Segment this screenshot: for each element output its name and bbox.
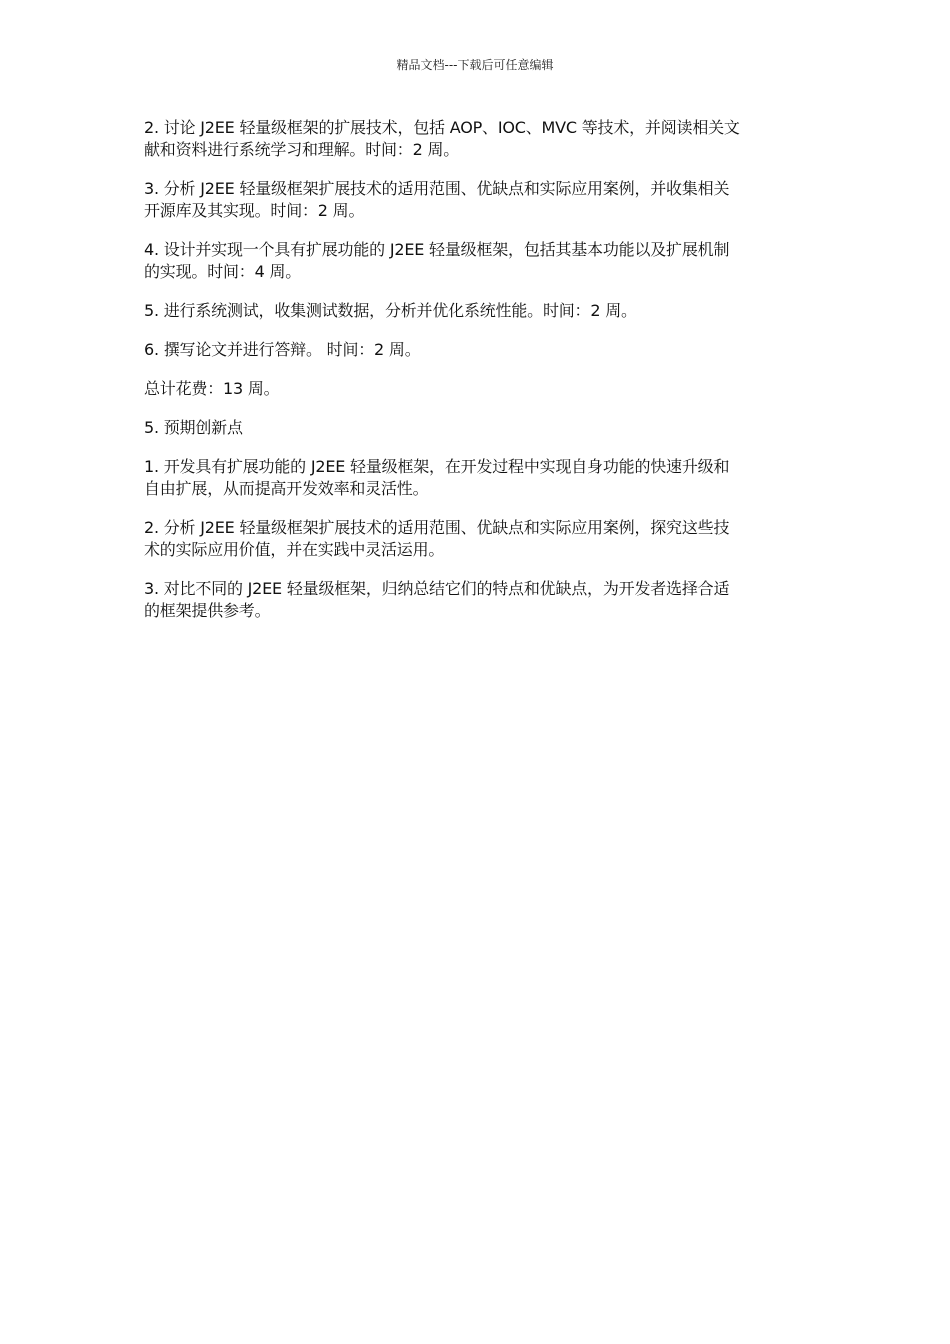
task-item-4: 4. 设计并实现一个具有扩展功能的 J2EE 轻量级框架，包括其基本功能以及扩展机制 的实现。时间：4 周。 <box>144 240 730 281</box>
task-item-2: 2. 讨论 J2EE 轻量级框架的扩展技术，包括 AOP、IOC、MVC 等技术，并阅读相关文 献和资料进行系统学习和理解。时间：2 周。 <box>144 118 740 159</box>
innovation-item-2: 2. 分析 J2EE 轻量级框架扩展技术的适用范围、优缺点和实际应用案例，探究这些技 术的实际应用价值，并在实践中灵活运用。 <box>144 518 730 559</box>
task-item-3: 3. 分析 J2EE 轻量级框架扩展技术的适用范围、优缺点和实际应用案例，并收集相关 开源库及其实现。时间：2 周。 <box>144 179 730 220</box>
total-time: 总计花费：13 周。 <box>144 379 280 398</box>
task-item-6: 6. 撰写论文并进行答辩。 时间：2 周。 <box>144 340 421 359</box>
task-item-5: 5. 进行系统测试，收集测试数据，分析并优化系统性能。时间：2 周。 <box>144 301 637 320</box>
innovation-item-3: 3. 对比不同的 J2EE 轻量级框架，归纳总结它们的特点和优缺点，为开发者选择合适 的框架提供参考。 <box>144 579 730 620</box>
innovation-item-1: 1. 开发具有扩展功能的 J2EE 轻量级框架，在开发过程中实现自身功能的快速升级和 自由扩展，从而提高开发效率和灵活性。 <box>144 457 730 498</box>
page-header: 精品文档---下载后可任意编辑 <box>396 58 554 72</box>
document-body <box>144 117 804 639</box>
section-heading: 5. 预期创新点 <box>144 418 243 437</box>
